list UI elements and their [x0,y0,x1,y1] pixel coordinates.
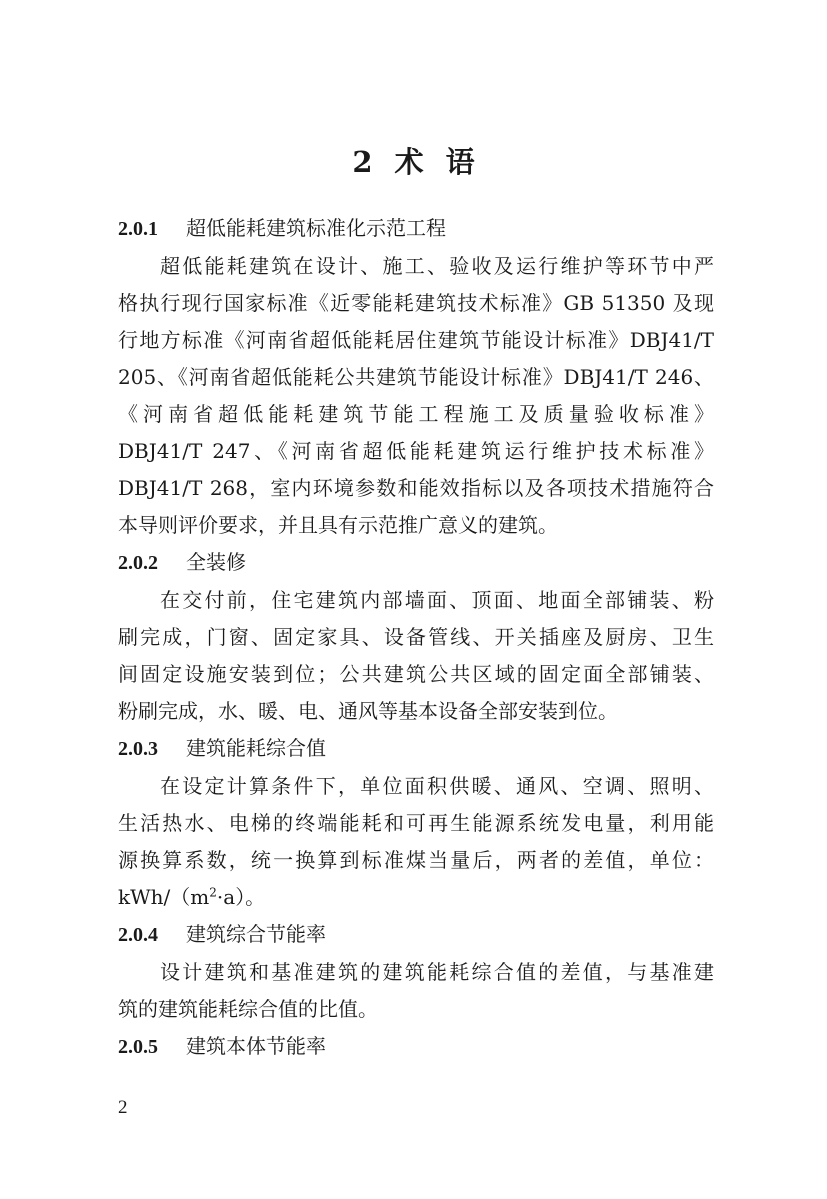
term-heading [118,210,714,248]
page-number: 2 [118,1097,128,1118]
term-number: 2.0.5 [118,1036,158,1058]
definition-line: 超低能耗建筑在设计、施工、验收及运行维护等环节中严 [160,254,714,278]
term-title: 超低能耗建筑标准化示范工程 [186,216,446,240]
term-number: 2.0.2 [118,552,158,574]
term-definition [118,582,714,730]
definition-line: 《河南省超低能耗建筑节能工程施工及质量验收标准》 [118,402,714,426]
definition-line: DBJ41/T 268，室内环境参数和能效指标以及各项技术措施符合 [118,476,714,500]
definition-line: 205、《河南省超低能耗公共建筑节能设计标准》DBJ41/T 246、 [118,365,714,389]
term-definition [118,768,714,916]
unit-line [118,879,714,916]
unit-suffix: ·a）。 [216,885,266,909]
term-title: 建筑本体节能率 [186,1034,326,1058]
definition-line: 源换算系数，统一换算到标准煤当量后，两者的差值，单位： [118,848,714,872]
chapter-title-char-1: 术 [394,145,424,179]
terms-section [118,210,714,1066]
chapter-title [0,142,827,182]
definition-line: 筑的建筑能耗综合值的比值。 [118,997,378,1021]
definition-line: DBJ41/T 247、《河南省超低能耗建筑运行维护技术标准》 [118,439,714,463]
term-title: 全装修 [186,550,246,574]
term-definition [118,954,714,1028]
term-title: 建筑综合节能率 [186,922,326,946]
definition-line: 本导则评价要求，并且具有示范推广意义的建筑。 [118,513,558,537]
chapter-title-char-2: 语 [445,145,475,179]
term-definition [118,248,714,544]
definition-line: 刷完成，门窗、固定家具、设备管线、开关插座及厨房、卫生 [118,625,714,649]
term-number: 2.0.3 [118,738,158,760]
term-heading [118,544,714,582]
term-heading [118,1028,714,1066]
definition-line: 在交付前，住宅建筑内部墙面、顶面、地面全部铺装、粉 [160,588,714,612]
definition-line: 间固定设施安装到位；公共建筑公共区域的固定面全部铺装、 [118,662,714,686]
definition-line: 格执行现行国家标准《近零能耗建筑技术标准》GB 51350 及现 [118,291,714,315]
term-title: 建筑能耗综合值 [186,736,326,760]
definition-line: 粉刷完成，水、暖、电、通风等基本设备全部安装到位。 [118,699,618,723]
term-heading [118,730,714,768]
term-number: 2.0.4 [118,924,158,946]
unit-superscript: 2 [209,885,217,900]
term-heading [118,916,714,954]
unit-prefix: kWh/（m [118,885,210,909]
chapter-number: 2 [352,145,373,179]
definition-line: 在设定计算条件下，单位面积供暖、通风、空调、照明、 [160,774,714,798]
definition-line: 设计建筑和基准建筑的建筑能耗综合值的差值，与基准建 [160,960,714,984]
term-number: 2.0.1 [118,218,158,240]
definition-line: 生活热水、电梯的终端能耗和可再生能源系统发电量，利用能 [118,811,714,835]
definition-line: 行地方标准《河南省超低能耗居住建筑节能设计标准》DBJ41/T [118,328,714,352]
